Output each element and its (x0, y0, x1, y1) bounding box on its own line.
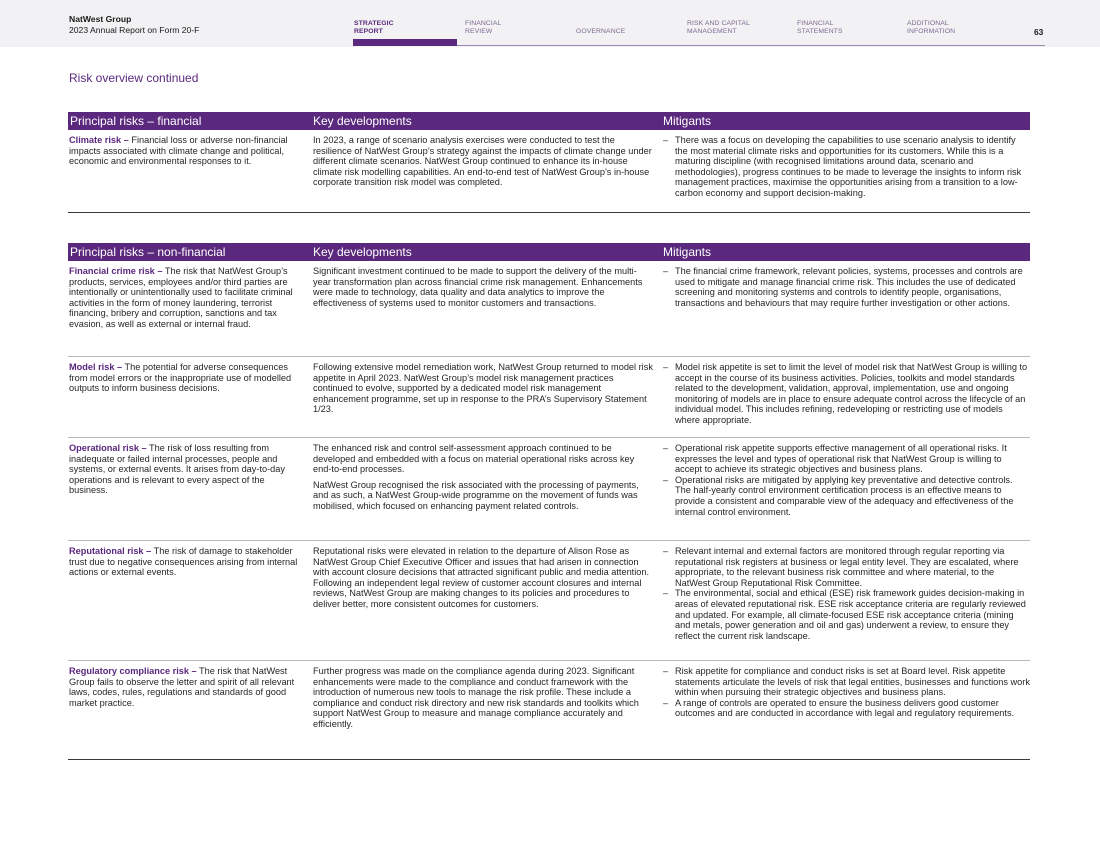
report-title: 2023 Annual Report on Form 20-F (69, 25, 200, 35)
risk-definition: Financial loss or adverse non-financial impacts associated with climate change and political, economic and environmental responses to it. (69, 135, 288, 167)
risk-description (68, 666, 313, 759)
risk-name: Regulatory compliance risk – (69, 666, 197, 676)
bullet-marker: – (663, 666, 669, 676)
mitigant-item (663, 135, 1030, 199)
risk-description (68, 443, 313, 540)
key-developments (313, 666, 663, 759)
financial-risks-table (68, 112, 1030, 213)
risk-definition: The potential for adverse consequences from model errors or the inappropriate use of modelled outputs to inform business decisions. (69, 362, 292, 394)
key-development-paragraph: The enhanced risk and control self-assessment approach continued to be developed and embedded with a focus on material operational risks across key end-to-end processes. (313, 443, 635, 475)
mitigant-item (663, 546, 1030, 588)
nav-tab-label: FINANCIAL (465, 20, 502, 27)
risk-row-financial-crime (68, 261, 1030, 357)
non-financial-risks-table (68, 243, 1030, 760)
column-header-principal-risks: Principal risks – financial (70, 114, 202, 128)
nav-tab-label: RISK AND CAPITAL (687, 20, 751, 27)
table-header (68, 112, 1030, 130)
bullet-marker: – (663, 443, 669, 453)
nav-tab-strategic-report[interactable] (354, 19, 458, 36)
risk-row-climate (68, 130, 1030, 213)
risk-definition: The risk that NatWest Group’s products, services, employees and/or third parties are intentionally or unintentionally used to facilitate criminal activities in the form of money laundering, terrorist financing, bribery and corruption, sanctions and tax evasion, as well as external or internal fraud. (69, 266, 293, 329)
mitigant-text: A range of controls are operated to ensure the business delivers good customer outcomes and are conducted in accordance with legal and regulatory requirements. (675, 697, 1015, 719)
key-development-paragraph: Following extensive model remediation work, NatWest Group returned to model risk appetite in April 2023. NatWest Group’s model risk management practices continued to evolve, supported by a dedicated model risk management enhancement programme, set up in response to the PRA’s Supervisory Statement 1/23. (313, 362, 653, 415)
mitigants (663, 362, 1030, 437)
bullet-marker: – (663, 474, 669, 485)
mitigant-text: Operational risk appetite supports effective management of all operational risks. It expresses the level and types of operational risk that NatWest Group is willing to accept to achieve its strategic objectives and business plans. (675, 443, 1007, 475)
mitigant-item (663, 698, 1030, 719)
nav-tab-financial-review[interactable] (465, 19, 569, 36)
bullet-marker: – (663, 588, 669, 599)
company-name: NatWest Group (69, 14, 132, 24)
column-header-key-developments: Key developments (313, 114, 412, 128)
table-header (68, 243, 1030, 261)
nav-tab-financial-statements[interactable] (797, 19, 901, 36)
nav-tab-label: REVIEW (465, 28, 493, 35)
column-header-mitigants: Mitigants (663, 245, 712, 259)
key-developments (313, 266, 663, 356)
risk-row-regulatory-compliance (68, 661, 1030, 760)
section-title: Risk overview continued (69, 71, 199, 85)
mitigant-item (663, 475, 1030, 517)
key-development-paragraph: NatWest Group recognised the risk associated with the processing of payments, and as such, a NatWest Group-wide programme on the movement of funds was mobilised, which focused on enhancing payment related controls. (313, 479, 639, 511)
risk-description (68, 362, 313, 437)
column-header-key-developments: Key developments (313, 245, 412, 259)
bullet-marker: – (663, 266, 669, 276)
risk-description (68, 135, 313, 212)
risk-name: Reputational risk – (69, 546, 152, 556)
risk-name: Model risk – (69, 362, 123, 372)
mitigants (663, 546, 1030, 660)
mitigant-text: Operational risks are mitigated by applying key preventative and detective controls. The half-yearly control environment certification process is an effective means to provide a consistent and comparable view of the adequacy and effectiveness of the internal control environment. (675, 474, 1014, 517)
key-developments (313, 443, 663, 540)
key-development-paragraph: In 2023, a range of scenario analysis exercises were conducted to test the resilience of NatWest Group’s strategy against the impacts of climate change under different climate scenarios. NatWest Group continued to enhance its in-house climate risk modelling capabilities. An end-to-end test of NatWest Group’s in-house corporate transition risk model was completed. (313, 135, 652, 188)
mitigant-item (663, 362, 1030, 426)
mitigant-item (663, 266, 1030, 308)
bullet-marker: – (663, 362, 669, 372)
nav-tab-label: ADDITIONAL (907, 20, 949, 27)
risk-definition: The risk of damage to stakeholder trust due to negative consequences arising from internal actions or external events. (69, 546, 298, 578)
mitigant-item (663, 443, 1030, 475)
risk-definition: The risk of loss resulting from inadequate or failed internal processes, people and systems, or external events. It arises from day-to-day operations and is relevant to every aspect of the business. (69, 443, 285, 496)
bullet-marker: – (663, 697, 669, 708)
mitigant-item (663, 666, 1030, 698)
risk-name: Climate risk – (69, 135, 129, 145)
mitigant-text: There was a focus on developing the capabilities to use scenario analysis to identify the most material climate risks and opportunities for its customers. While this is a maturing discipline (with recognised limitations around data, scenario and methodologies), progress continues to be made to leverage the insights to inform risk management practices, maximise the opportunities arising from a transition to a low-carbon economy and support decision-making. (675, 135, 1022, 198)
key-development-paragraph: Significant investment continued to be made to support the delivery of the multi-year transformation plan across financial crime risk management. Enhancements were made to technology, data quality and data analytics to improve the effectiveness of systems used to monitor customers and transactions. (313, 266, 643, 308)
nav-tab-governance[interactable] (576, 19, 680, 36)
mitigant-text: The financial crime framework, relevant policies, systems, processes and controls are used to mitigate and manage financial crime risk. This includes the use of dedicated screening and monitoring systems and controls to identify people, organisations, transactions and behaviours that may require further investigation or other actions. (675, 266, 1023, 308)
nav-tab-label: FINANCIAL (797, 20, 834, 27)
mitigants (663, 666, 1030, 759)
mitigants (663, 135, 1030, 212)
column-header-mitigants: Mitigants (663, 114, 712, 128)
nav-tab-label: GOVERNANCE (576, 28, 626, 35)
nav-tab-label: INFORMATION (907, 28, 956, 35)
nav-tab-label: STATEMENTS (797, 28, 843, 35)
nav-tab-risk-and-capital-management[interactable] (687, 19, 791, 36)
risk-name: Operational risk – (69, 443, 147, 453)
risk-row-reputational (68, 541, 1030, 661)
page-number: 63 (1034, 27, 1044, 37)
mitigant-text: The environmental, social and ethical (ESE) risk framework guides decision-making in areas of elevated reputational risk. ESE risk acceptance criteria are regularly reviewed and updated. For example, all climate-focused ESE risk acceptance criteria (mining and metals, power generation and oil and gas) underwent a review, to ensure they reflect the current risk landscape. (675, 588, 1026, 641)
nav-tab-additional-information[interactable] (907, 19, 1011, 36)
nav-tab-label: MANAGEMENT (687, 28, 737, 35)
risk-description (68, 266, 313, 356)
mitigant-text: Risk appetite for compliance and conduct risks is set at Board level. Risk appetite statements articulate the levels of risk that legal entities, businesses and functions work within when pursuing their strategic objectives and business plans. (675, 666, 1030, 698)
risk-row-model (68, 357, 1030, 438)
key-developments (313, 135, 663, 212)
mitigant-text: Relevant internal and external factors are monitored through regular reporting via reputational risk registers at business or legal entity level. They are escalated, where appropriate, to the relevant business risk committee and where material, to the NatWest Group Reputational Risk Committee. (675, 546, 1019, 588)
risk-row-operational (68, 438, 1030, 541)
risk-definition: The risk that NatWest Group fails to observe the letter and spirit of all relevant laws, codes, rules, regulations and standards of good market practice. (69, 666, 295, 708)
bullet-marker: – (663, 546, 669, 556)
bullet-marker: – (663, 135, 669, 145)
mitigant-item (663, 588, 1030, 641)
key-development-paragraph: Further progress was made on the compliance agenda during 2023. Significant enhancements were made to the compliance and conduct framework with the introduction of numerous new tools to manage the risk profile. These include a compliance and conduct risk directory and new risk standards and toolkits which support NatWest Group to measure and manage compliance accurately and efficiently. (313, 666, 639, 729)
column-header-principal-risks: Principal risks – non-financial (70, 245, 226, 259)
mitigants (663, 443, 1030, 540)
key-developments (313, 546, 663, 660)
risk-description (68, 546, 313, 660)
mitigant-text: Model risk appetite is set to limit the level of model risk that NatWest Group is willing to accept in the course of its business activities. Policies, toolkits and model standards related to the development, validation, approval, implementation, use and ongoing monitoring of models are in place to ensure adequate control across the lifecycle of an individual model. This includes refining, redeveloping or restricting use of models where appropriate. (675, 362, 1028, 425)
nav-tab-label: STRATEGIC (354, 20, 394, 27)
key-developments (313, 362, 663, 437)
key-development-paragraph: Reputational risks were elevated in relation to the departure of Alison Rose as NatWest Group Chief Executive Officer and issues that had arisen in connection with account closure decisions that attracted significant public and media attention. Following an independent legal review of customer account closures and internal reviews, NatWest Group are making changes to its policies and procedures to deliver better, more consistent outcomes for customers. (313, 546, 650, 609)
nav-tab-label: REPORT (354, 28, 383, 35)
risk-name: Financial crime risk – (69, 266, 163, 276)
mitigants (663, 266, 1030, 356)
